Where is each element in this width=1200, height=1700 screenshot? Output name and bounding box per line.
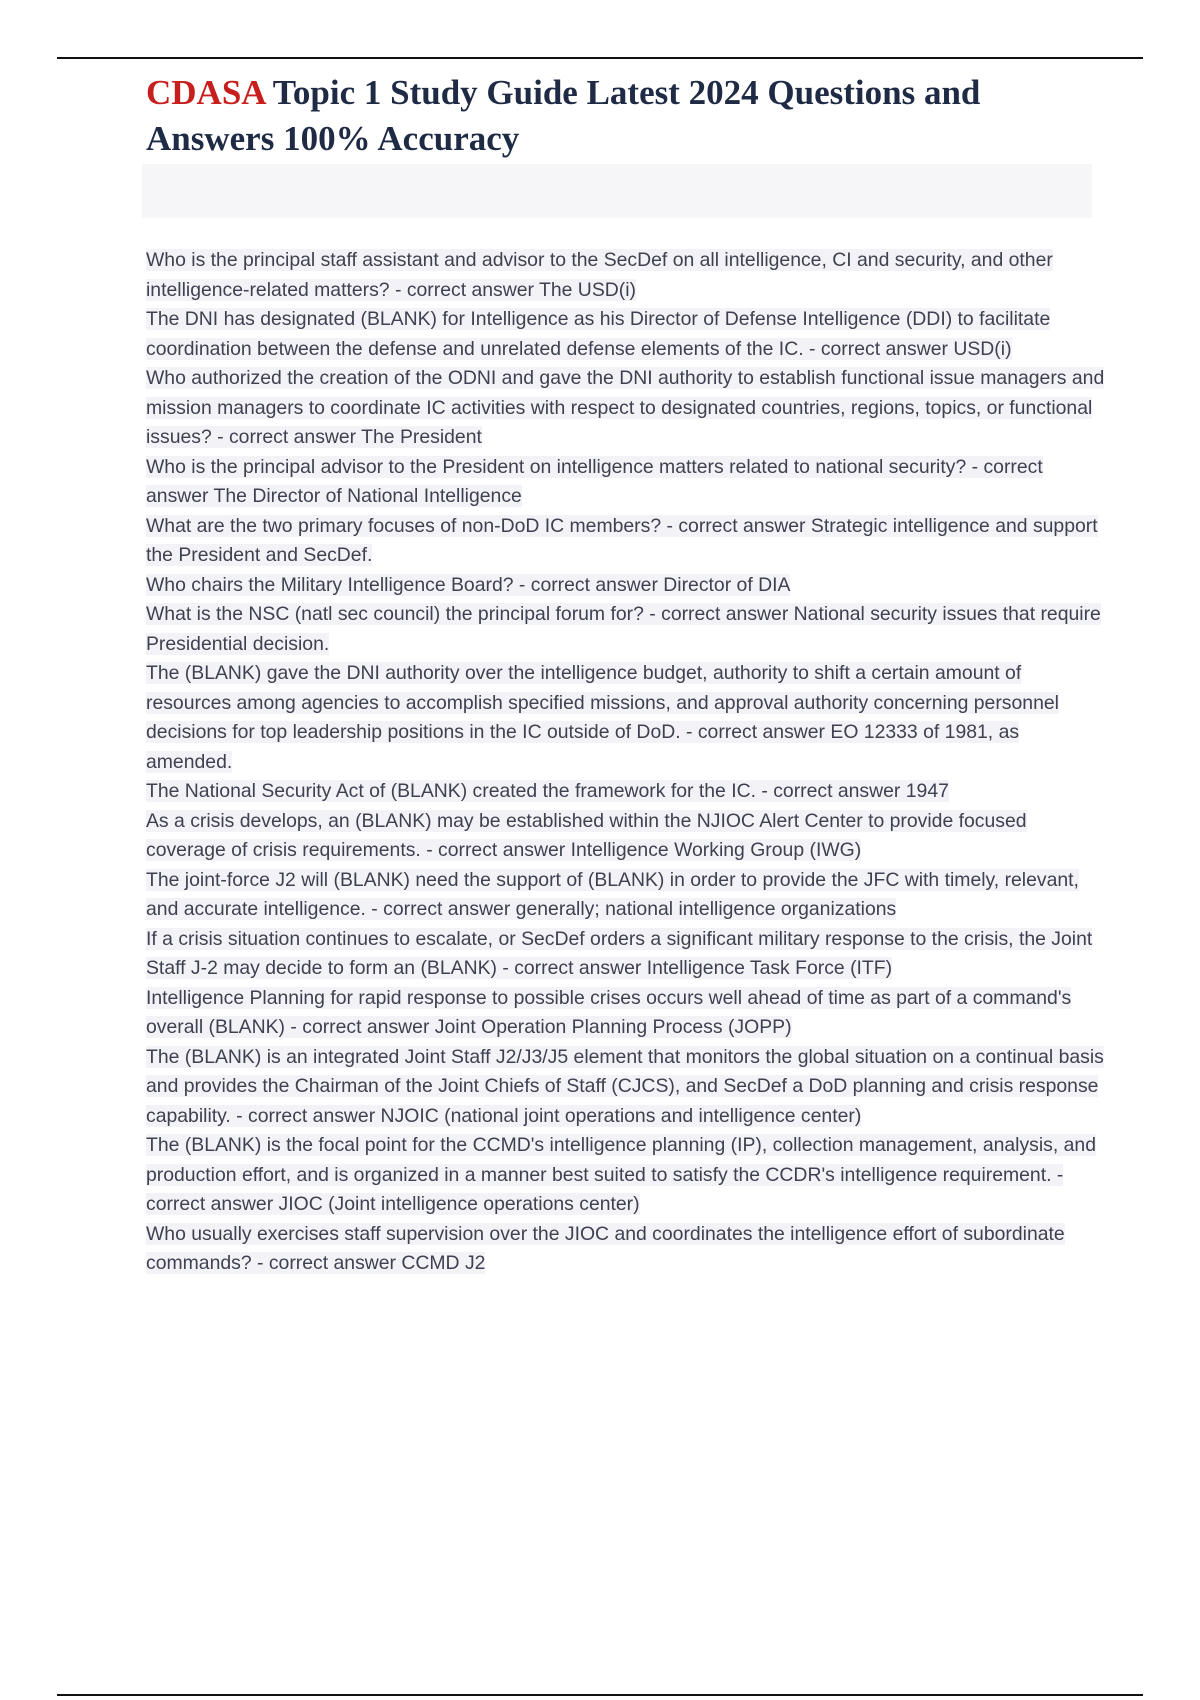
qa-text: The joint-force J2 will (BLANK) need the support of (BLANK) in order to provide the JFC with timely, relevant, and accurate intelligence. - correct answer generally; national intelligence organizations bbox=[146, 868, 1079, 920]
qa-item bbox=[146, 364, 1106, 453]
top-rule bbox=[57, 57, 1143, 59]
qa-item bbox=[146, 807, 1106, 866]
qa-item bbox=[146, 659, 1106, 777]
qa-item bbox=[146, 305, 1106, 364]
qa-text: The National Security Act of (BLANK) created the framework for the IC. - correct answer 1947 bbox=[146, 780, 949, 802]
qa-item bbox=[146, 512, 1106, 571]
qa-text: The (BLANK) is an integrated Joint Staff J2/J3/J5 element that monitors the global situation on a continual basis and provides the Chairman of the Joint Chiefs of Staff (CJCS), and SecDef a DoD planning and crisis response capability. - correct answer NJOIC (national joint operations and intelligence center) bbox=[146, 1045, 1104, 1127]
qa-text: If a crisis situation continues to escalate, or SecDef orders a significant military response to the crisis, the Joint Staff J-2 may decide to form an (BLANK) - correct answer Intelligence Task Force (ITF) bbox=[146, 927, 1093, 979]
qa-text: The (BLANK) gave the DNI authority over the intelligence budget, authority to shift a certain amount of resources among agencies to accomplish specified missions, and approval authority concerning personnel decisions for top leadership positions in the IC outside of DoD. - correct answer EO 12333 of 1981, as amended. bbox=[146, 662, 1059, 773]
qa-item bbox=[146, 777, 1106, 807]
qa-text: Intelligence Planning for rapid response to possible crises occurs well ahead of time as part of a command's overall (BLANK) - correct answer Joint Operation Planning Process (JOPP) bbox=[146, 986, 1072, 1038]
qa-text: Who is the principal staff assistant and advisor to the SecDef on all intelligence, CI and security, and other intelligence-related matters? - correct answer The USD(i) bbox=[146, 249, 1053, 301]
qa-text: The DNI has designated (BLANK) for Intelligence as his Director of Defense Intelligence (DDI) to facilitate coordination between the defense and unrelated defense elements of the IC. - correct answer USD(i) bbox=[146, 308, 1051, 360]
qa-text: As a crisis develops, an (BLANK) may be established within the NJIOC Alert Center to provide focused coverage of crisis requirements. - correct answer Intelligence Working Group (IWG) bbox=[146, 809, 1027, 861]
qa-text: The (BLANK) is the focal point for the CCMD's intelligence planning (IP), collection management, analysis, and production effort, and is organized in a manner best suited to satisfy the CCDR's intelligence requirement. - correct answer JIOC (Joint intelligence operations center) bbox=[146, 1134, 1096, 1215]
page-title bbox=[146, 70, 1106, 162]
qa-text: Who is the principal advisor to the President on intelligence matters related to national security? - correct answer The Director of National Intelligence bbox=[146, 455, 1043, 507]
qa-text: What is the NSC (natl sec council) the principal forum for? - correct answer National security issues that require Presidential decision. bbox=[146, 603, 1101, 655]
bottom-rule bbox=[57, 1694, 1143, 1696]
qa-text: What are the two primary focuses of non-DoD IC members? - correct answer Strategic intelligence and support the President and SecDef. bbox=[146, 514, 1098, 566]
qa-text: Who chairs the Military Intelligence Board? - correct answer Director of DIA bbox=[146, 573, 791, 596]
qa-item bbox=[146, 984, 1106, 1043]
qa-item bbox=[146, 1043, 1106, 1132]
qa-text: Who usually exercises staff supervision over the JIOC and coordinates the intelligence effort of subordinate commands? - correct answer CCMD J2 bbox=[146, 1222, 1065, 1274]
header-shade bbox=[142, 164, 1092, 218]
qa-list bbox=[146, 246, 1106, 1279]
qa-item bbox=[146, 1220, 1106, 1279]
qa-text: Who authorized the creation of the ODNI and gave the DNI authority to establish functional issue managers and mission managers to coordinate IC activities with respect to designated countries, regions, topics, or functional issues? - correct answer The President bbox=[146, 367, 1105, 448]
qa-item bbox=[146, 246, 1106, 305]
qa-item bbox=[146, 866, 1106, 925]
qa-item bbox=[146, 600, 1106, 659]
title-brand: CDASA bbox=[146, 73, 265, 112]
qa-item bbox=[146, 571, 1106, 601]
title-rest: Topic 1 Study Guide Latest 2024 Questions and Answers 100% Accuracy bbox=[146, 73, 981, 158]
qa-item bbox=[146, 925, 1106, 984]
qa-item bbox=[146, 453, 1106, 512]
qa-item bbox=[146, 1131, 1106, 1220]
